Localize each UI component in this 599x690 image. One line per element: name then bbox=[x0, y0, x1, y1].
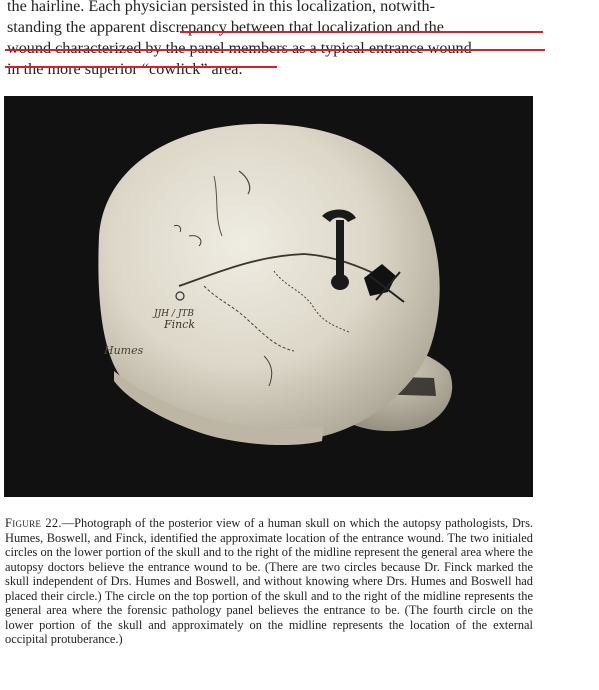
caption-text: —Photograph of the posterior view of a human skull on which the autopsy pathologists, Drs. Humes, Boswell, and Finck, identified the approximate location of the entrance wound. The two initialed circles on the lower portion of the skull and to the right of the midline represent the general area where the autopsy doctors believe the entrance wound to be. (There are two circles because Dr. Finck marked the skull independent of Drs. Humes and Boswell, and without knowing where Drs. Humes and Boswell had placed their circle.) The circle on the top portion of the skull and to the right of the midline represents the general area where the forensic pathology panel believes the entrance to be. (The fourth circle on the lower portion of the skull and approximately on the midline represents the location of the external occipital protuberance.) bbox=[5, 516, 533, 646]
figure-label: Figure 22. bbox=[5, 516, 62, 530]
figure-caption bbox=[5, 516, 533, 647]
skull-photograph bbox=[4, 96, 533, 497]
handwriting-initials: JJH / JTB bbox=[154, 309, 195, 319]
red-underline-2 bbox=[5, 49, 545, 51]
skull-illustration bbox=[4, 96, 533, 497]
handwriting-finck: Finck bbox=[164, 318, 196, 331]
red-underline-1 bbox=[180, 31, 543, 33]
body-text-line-4: in the more superior “cowlick” area. bbox=[7, 60, 243, 78]
body-text-line-1: the hairline. Each physician persisted in this localization, notwith- bbox=[7, 0, 435, 15]
red-underline-3 bbox=[5, 66, 277, 68]
body-text bbox=[7, 0, 547, 80]
handwriting-humes: Humes bbox=[104, 344, 144, 357]
body-text-line-2: standing the apparent discrepancy between that localization and the bbox=[7, 18, 444, 36]
body-text-line-3: wound characterized by the panel members as a typical entrance wound bbox=[7, 39, 472, 57]
